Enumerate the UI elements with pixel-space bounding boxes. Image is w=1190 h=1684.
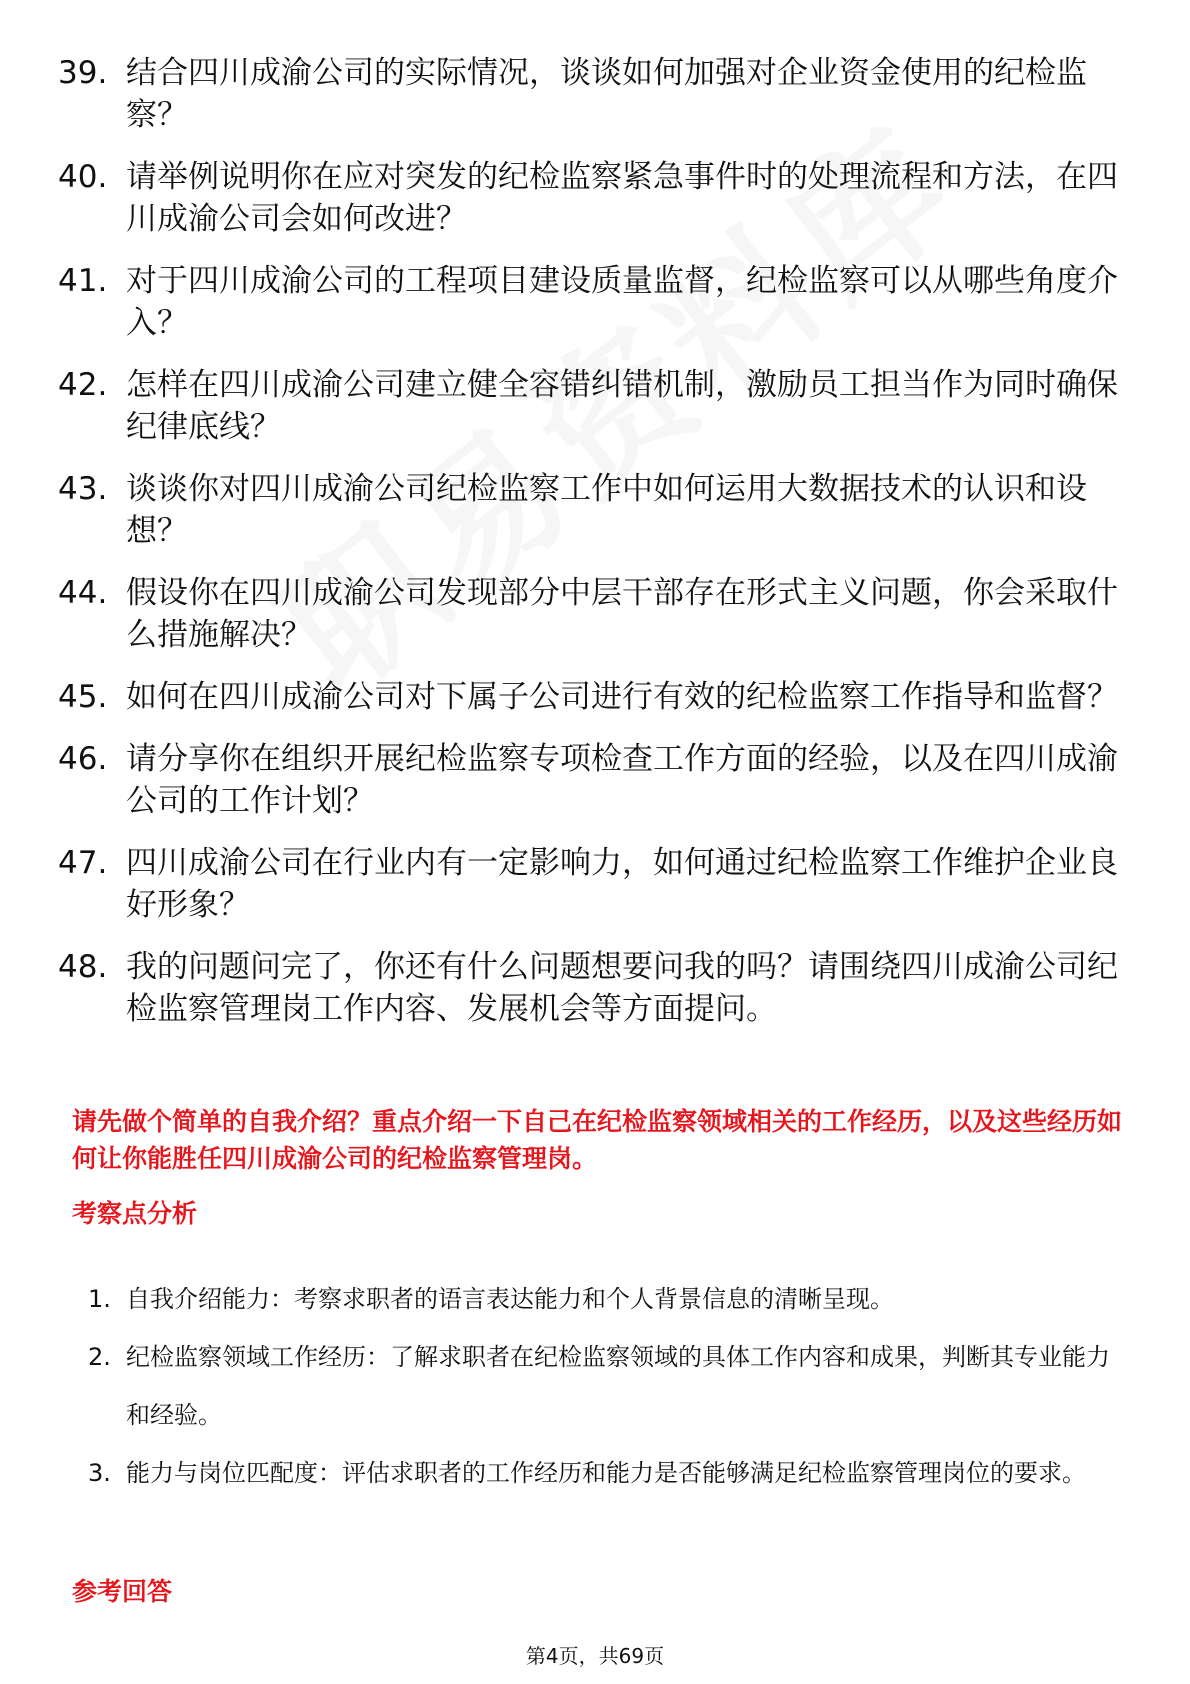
question-number: 44. (58, 575, 108, 611)
list-item (58, 842, 1133, 926)
question-text: 假设你在四川成渝公司发现部分中层干部存在形式主义问题，你会采取什么措施解决？ (126, 575, 1118, 653)
question-text: 对于四川成渝公司的工程项目建设质量监督，纪检监察可以从哪些角度介入？ (126, 263, 1118, 341)
question-text: 结合四川成渝公司的实际情况，谈谈如何加强对企业资金使用的纪检监察？ (126, 55, 1087, 133)
list-item (58, 260, 1133, 344)
list-item (58, 364, 1133, 448)
page-footer: 第4页，共69页 (525, 1644, 665, 1668)
answer-title: 参考回答 (72, 1577, 173, 1606)
question-number: 39. (58, 55, 108, 91)
list-item (58, 676, 1133, 718)
analysis-text: 能力与岗位匹配度：评估求职者的工作经历和能力是否能够满足纪检监察管理岗位的要求。 (126, 1459, 1086, 1487)
list-item (88, 1444, 1133, 1502)
question-number: 43. (58, 471, 108, 507)
analysis-text: 自我介绍能力：考察求职者的语言表达能力和个人背景信息的清晰呈现。 (126, 1285, 894, 1313)
question-text: 请举例说明你在应对突发的纪检监察紧急事件时的处理流程和方法，在四川成渝公司会如何改进？ (126, 159, 1118, 237)
list-item (88, 1328, 1133, 1444)
analysis-number: 1. (88, 1285, 111, 1313)
question-list (58, 52, 1133, 1050)
list-item (58, 468, 1133, 552)
list-item (58, 738, 1133, 822)
list-item (58, 946, 1133, 1030)
analysis-number: 3. (88, 1459, 111, 1487)
question-text: 请分享你在组织开展纪检监察专项检查工作方面的经验，以及在四川成渝公司的工作计划？ (126, 741, 1118, 819)
analysis-number: 2. (88, 1343, 111, 1371)
analysis-title: 考察点分析 (72, 1199, 198, 1228)
question-number: 46. (58, 741, 108, 777)
question-text: 如何在四川成渝公司对下属子公司进行有效的纪检监察工作指导和监督？ (126, 679, 1118, 715)
analysis-list (88, 1270, 1133, 1502)
question-number: 40. (58, 159, 108, 195)
question-number: 47. (58, 845, 108, 881)
question-text: 四川成渝公司在行业内有一定影响力，如何通过纪检监察工作维护企业良好形象？ (126, 845, 1118, 923)
question-number: 45. (58, 679, 108, 715)
question-number: 41. (58, 263, 108, 299)
question-text: 谈谈你对四川成渝公司纪检监察工作中如何运用大数据技术的认识和设想？ (126, 471, 1087, 549)
list-item (58, 156, 1133, 240)
question-text: 怎样在四川成渝公司建立健全容错纠错机制，激励员工担当作为同时确保纪律底线？ (126, 367, 1118, 445)
highlight-question: 请先做个简单的自我介绍？重点介绍一下自己在纪检监察领域相关的工作经历，以及这些经历如何让你能胜任四川成渝公司的纪检监察管理岗。 (72, 1107, 1123, 1173)
analysis-text: 纪检监察领域工作经历：了解求职者在纪检监察领域的具体工作内容和成果，判断其专业能力和经验。 (126, 1343, 1110, 1429)
list-item (58, 572, 1133, 656)
question-number: 48. (58, 949, 108, 985)
list-item (88, 1270, 1133, 1328)
question-text: 我的问题问完了，你还有什么问题想要问我的吗？请围绕四川成渝公司纪检监察管理岗工作内容、发展机会等方面提问。 (126, 949, 1118, 1027)
list-item (58, 52, 1133, 136)
question-number: 42. (58, 367, 108, 403)
